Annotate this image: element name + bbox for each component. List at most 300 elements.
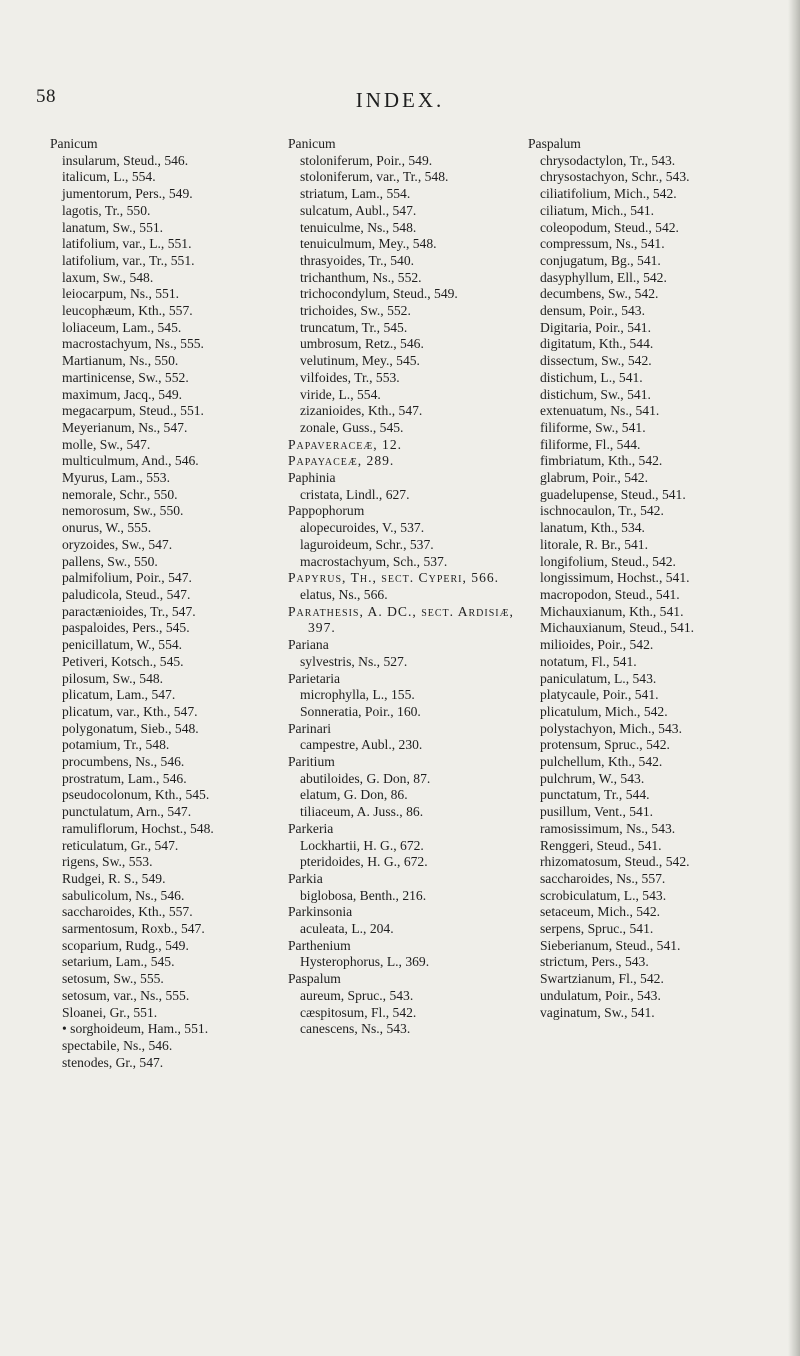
index-entry (528, 253, 768, 270)
index-entry (50, 1021, 286, 1038)
entry-text: latifolium, var., L., 551. (62, 236, 192, 252)
index-entry (50, 153, 286, 170)
entry-text: tenuiculme, Ns., 548. (300, 219, 417, 235)
entry-text: zonale, Guss., 545. (300, 419, 404, 435)
entry-text: Parathesis, A. DC., sect. Ardisiæ, 397. (288, 603, 514, 636)
index-entry (528, 270, 768, 287)
index-entry (288, 153, 524, 170)
index-entry (528, 871, 768, 888)
entry-text: biglobosa, Benth., 216. (300, 887, 427, 903)
index-entry (50, 804, 286, 821)
entry-text: martinicense, Sw., 552. (62, 369, 189, 385)
index-entry (528, 220, 768, 237)
entry-text: sulcatum, Aubl., 547. (300, 202, 417, 218)
index-entry (528, 604, 768, 621)
index-entry (50, 938, 286, 955)
index-entry (528, 587, 768, 604)
entry-text: sarmentosum, Roxb., 547. (62, 921, 205, 937)
index-entry (528, 370, 768, 387)
index-entry (288, 587, 524, 604)
genus-heading (528, 136, 768, 153)
index-entry (528, 921, 768, 938)
entry-text: molle, Sw., 547. (62, 436, 151, 452)
index-entry (528, 904, 768, 921)
index-entry (50, 737, 286, 754)
entry-text: Papaveraceæ, 12. (288, 436, 403, 452)
entry-text: leucophæum, Kth., 557. (62, 303, 193, 319)
entry-text: loliaceum, Lam., 545. (62, 319, 182, 335)
entry-text: Paritium (288, 754, 335, 770)
index-entry (50, 270, 286, 287)
entry-text: fimbriatum, Kth., 542. (540, 453, 663, 469)
index-entry (528, 470, 768, 487)
index-column-3 (528, 136, 768, 1021)
index-entry (288, 403, 524, 420)
entry-text: latifolium, var., Tr., 551. (62, 252, 195, 268)
entry-text: Panicum (50, 136, 98, 151)
entry-text: trichanthum, Ns., 552. (300, 269, 422, 285)
index-entry (288, 854, 524, 871)
entry-text: • sorghoideum, Ham., 551. (62, 1021, 209, 1037)
entry-text: ramosissimum, Ns., 543. (540, 820, 676, 836)
index-entry (288, 253, 524, 270)
entry-text: longissimum, Hochst., 541. (540, 570, 690, 586)
entry-text: pulchellum, Kth., 542. (540, 754, 663, 770)
entry-text: leiocarpum, Ns., 551. (62, 286, 180, 302)
entry-text: pteridoides, H. G., 672. (300, 854, 428, 870)
index-entry (288, 554, 524, 571)
entry-text: setarium, Lam., 545. (62, 954, 175, 970)
index-entry (288, 169, 524, 186)
entry-text: Michauxianum, Steud., 541. (540, 620, 695, 636)
index-entry (50, 637, 286, 654)
entry-text: reticulatum, Gr., 547. (62, 837, 179, 853)
index-entry (288, 370, 524, 387)
entry-text: conjugatum, Bg., 541. (540, 252, 661, 268)
entry-text: abutiloides, G. Don, 87. (300, 770, 431, 786)
entry-text: pilosum, Sw., 548. (62, 670, 164, 686)
entry-text: Renggeri, Steud., 541. (540, 837, 662, 853)
index-entry (288, 286, 524, 303)
entry-text: saccharoides, Ns., 557. (540, 870, 666, 886)
genus-heading (288, 721, 524, 738)
index-entry (288, 604, 524, 637)
entry-text: Swartzianum, Fl., 542. (540, 971, 664, 987)
entry-text: spectabile, Ns., 546. (62, 1037, 173, 1053)
entry-text: polygonatum, Sieb., 548. (62, 720, 199, 736)
entry-text: thrasyoides, Tr., 540. (300, 252, 415, 268)
genus-heading (288, 871, 524, 888)
index-entry (528, 186, 768, 203)
index-entry (50, 721, 286, 738)
index-entry (528, 503, 768, 520)
entry-text: glabrum, Poir., 542. (540, 470, 648, 486)
entry-text: elatum, G. Don, 86. (300, 787, 408, 803)
entry-text: paractænioides, Tr., 547. (62, 603, 196, 619)
index-entry (528, 637, 768, 654)
entry-text: undulatum, Poir., 543. (540, 987, 661, 1003)
index-entry (528, 520, 768, 537)
entry-text: procumbens, Ns., 546. (62, 754, 185, 770)
index-entry (50, 704, 286, 721)
genus-heading (288, 938, 524, 955)
index-entry (50, 854, 286, 871)
entry-text: aureum, Spruc., 543. (300, 987, 414, 1003)
entry-text: chrysostachyon, Schr., 543. (540, 169, 690, 185)
entry-text: setosum, var., Ns., 555. (62, 987, 190, 1003)
index-entry (528, 971, 768, 988)
entry-text: platycaule, Poir., 541. (540, 687, 659, 703)
index-entry (528, 804, 768, 821)
index-entry (528, 1005, 768, 1022)
index-entry (288, 787, 524, 804)
entry-text: pallens, Sw., 550. (62, 553, 158, 569)
index-entry (528, 687, 768, 704)
index-entry (50, 921, 286, 938)
entry-text: trichoides, Sw., 552. (300, 303, 411, 319)
genus-heading (50, 136, 286, 153)
index-entry (288, 921, 524, 938)
entry-text: chrysodactylon, Tr., 543. (540, 152, 676, 168)
entry-text: compressum, Ns., 541. (540, 236, 665, 252)
entry-text: laxum, Sw., 548. (62, 269, 154, 285)
entry-text: tenuiculmum, Mey., 548. (300, 236, 437, 252)
index-entry (288, 570, 524, 587)
index-entry (50, 787, 286, 804)
index-entry (528, 787, 768, 804)
entry-text: decumbens, Sw., 542. (540, 286, 659, 302)
index-entry (528, 954, 768, 971)
entry-text: viride, L., 554. (300, 386, 381, 402)
entry-text: Sloanei, Gr., 551. (62, 1004, 158, 1020)
entry-text: potamium, Tr., 548. (62, 737, 170, 753)
entry-text: multiculmum, And., 546. (62, 453, 199, 469)
entry-text: filiforme, Sw., 541. (540, 419, 646, 435)
genus-heading (288, 136, 524, 153)
index-entry (288, 453, 524, 470)
index-entry (50, 336, 286, 353)
entry-text: truncatum, Tr., 545. (300, 319, 408, 335)
entry-text: lagotis, Tr., 550. (62, 202, 151, 218)
index-entry (50, 303, 286, 320)
entry-text: paspaloides, Pers., 545. (62, 620, 190, 636)
entry-text: nemorosum, Sw., 550. (62, 503, 184, 519)
entry-text: guadelupense, Steud., 541. (540, 486, 686, 502)
entry-text: aculeata, L., 204. (300, 921, 394, 937)
genus-heading (288, 821, 524, 838)
entry-text: scrobiculatum, L., 543. (540, 887, 667, 903)
index-entry (50, 671, 286, 688)
index-entry (288, 270, 524, 287)
index-entry (288, 687, 524, 704)
entry-text: pseudocolonum, Kth., 545. (62, 787, 210, 803)
index-entry (50, 604, 286, 621)
entry-text: Panicum (288, 136, 336, 151)
index-entry (528, 453, 768, 470)
index-entry (528, 704, 768, 721)
index-entry (288, 804, 524, 821)
genus-heading (288, 971, 524, 988)
entry-text: strictum, Pers., 543. (540, 954, 649, 970)
entry-text: sylvestris, Ns., 527. (300, 653, 408, 669)
index-entry (528, 537, 768, 554)
entry-text: zizanioides, Kth., 547. (300, 403, 423, 419)
page-edge-shadow (788, 0, 800, 1356)
index-entry (528, 888, 768, 905)
index-entry (528, 721, 768, 738)
entry-text: Parinari (288, 720, 332, 736)
genus-heading (288, 503, 524, 520)
entry-text: Sonneratia, Poir., 160. (300, 703, 421, 719)
index-entry (528, 854, 768, 871)
index-entry (50, 186, 286, 203)
entry-text: Petiveri, Kotsch., 545. (62, 653, 184, 669)
index-entry (528, 203, 768, 220)
index-entry (50, 1038, 286, 1055)
index-entry (50, 570, 286, 587)
genus-heading (288, 904, 524, 921)
index-entry (528, 771, 768, 788)
index-entry (50, 587, 286, 604)
index-entry (50, 370, 286, 387)
entry-text: Parthenium (288, 937, 351, 953)
index-entry (288, 353, 524, 370)
index-entry (50, 387, 286, 404)
entry-text: setaceum, Mich., 542. (540, 904, 661, 920)
entry-text: palmifolium, Poir., 547. (62, 570, 192, 586)
entry-text: plicatulum, Mich., 542. (540, 703, 668, 719)
entry-text: densum, Poir., 543. (540, 303, 645, 319)
entry-text: plicatum, Lam., 547. (62, 687, 176, 703)
entry-text: Paspalum (288, 971, 341, 987)
entry-text: Paphinia (288, 470, 336, 486)
entry-text: macrostachyum, Ns., 555. (62, 336, 204, 352)
entry-text: Parkia (288, 870, 323, 886)
index-column-1 (50, 136, 286, 1071)
entry-text: scoparium, Rudg., 549. (62, 937, 189, 953)
entry-text: macrostachyum, Sch., 537. (300, 553, 448, 569)
index-entry (50, 353, 286, 370)
index-entry (528, 286, 768, 303)
entry-text: vilfoides, Tr., 553. (300, 369, 400, 385)
index-entry (528, 754, 768, 771)
entry-text: ramuliflorum, Hochst., 548. (62, 820, 214, 836)
entry-text: nemorale, Schr., 550. (62, 486, 178, 502)
entry-text: coleopodum, Steud., 542. (540, 219, 679, 235)
index-entry (50, 487, 286, 504)
index-entry (50, 470, 286, 487)
entry-text: protensum, Spruc., 542. (540, 737, 670, 753)
index-entry (528, 353, 768, 370)
entry-text: cæspitosum, Fl., 542. (300, 1004, 417, 1020)
entry-text: Paspalum (528, 136, 581, 151)
entry-text: vaginatum, Sw., 541. (540, 1004, 655, 1020)
index-entry (528, 387, 768, 404)
index-entry (50, 503, 286, 520)
genus-heading (288, 470, 524, 487)
entry-text: macropodon, Steud., 541. (540, 586, 680, 602)
entry-text: Parkeria (288, 820, 334, 836)
index-entry (528, 988, 768, 1005)
entry-text: tiliaceum, A. Juss., 86. (300, 804, 424, 820)
index-entry (288, 537, 524, 554)
index-entry (288, 487, 524, 504)
index-entry (528, 620, 768, 637)
index-entry (528, 303, 768, 320)
index-entry (50, 453, 286, 470)
entry-text: Lockhartii, H. G., 672. (300, 837, 424, 853)
index-entry (50, 771, 286, 788)
entry-text: Pappophorum (288, 503, 365, 519)
entry-text: plicatum, var., Kth., 547. (62, 703, 198, 719)
entry-text: rigens, Sw., 553. (62, 854, 153, 870)
entry-text: punctulatum, Arn., 547. (62, 804, 192, 820)
index-entry (50, 838, 286, 855)
index-entry (528, 420, 768, 437)
entry-text: notatum, Fl., 541. (540, 653, 637, 669)
index-entry (50, 520, 286, 537)
entry-text: Parietaria (288, 670, 341, 686)
index-entry (288, 420, 524, 437)
index-entry (50, 1055, 286, 1072)
entry-text: italicum, L., 554. (62, 169, 156, 185)
index-entry (288, 988, 524, 1005)
entry-text: umbrosum, Retz., 546. (300, 336, 424, 352)
entry-text: distichum, L., 541. (540, 369, 643, 385)
entry-text: pusillum, Vent., 541. (540, 804, 654, 820)
index-entry (50, 203, 286, 220)
entry-text: striatum, Lam., 554. (300, 186, 411, 202)
entry-text: insularum, Steud., 546. (62, 152, 189, 168)
entry-text: campestre, Aubl., 230. (300, 737, 423, 753)
entry-text: longifolium, Steud., 542. (540, 553, 676, 569)
entry-text: saccharoides, Kth., 557. (62, 904, 193, 920)
index-entry (528, 554, 768, 571)
entry-text: Papyrus, Th., sect. Cyperi, 566. (288, 570, 500, 586)
entry-text: alopecuroides, V., 537. (300, 520, 425, 536)
index-entry (528, 169, 768, 186)
index-entry (288, 320, 524, 337)
entry-text: jumentorum, Pers., 549. (62, 186, 193, 202)
index-entry (288, 771, 524, 788)
index-entry (50, 437, 286, 454)
page-title: INDEX. (355, 88, 445, 112)
index-entry (50, 236, 286, 253)
index-entry (528, 570, 768, 587)
index-entry (50, 888, 286, 905)
index-entry (50, 220, 286, 237)
index-entry (50, 654, 286, 671)
entry-text: lanatum, Sw., 551. (62, 219, 164, 235)
entry-text: paniculatum, L., 543. (540, 670, 657, 686)
entry-text: stoloniferum, var., Tr., 548. (300, 169, 449, 185)
entry-text: paludicola, Steud., 547. (62, 586, 191, 602)
index-entry (50, 620, 286, 637)
index-entry (50, 286, 286, 303)
index-entry (288, 220, 524, 237)
entry-text: elatus, Ns., 566. (300, 586, 388, 602)
index-entry (288, 737, 524, 754)
index-entry (528, 320, 768, 337)
index-entry (288, 1005, 524, 1022)
entry-text: cristata, Lindl., 627. (300, 486, 410, 502)
entry-text: dissectum, Sw., 542. (540, 353, 652, 369)
entry-text: serpens, Spruc., 541. (540, 921, 654, 937)
index-entry (288, 1021, 524, 1038)
index-entry (528, 153, 768, 170)
entry-text: milioides, Poir., 542. (540, 637, 654, 653)
entry-text: stoloniferum, Poir., 549. (300, 152, 433, 168)
index-entry (50, 403, 286, 420)
index-column-2 (288, 136, 524, 1038)
index-entry (50, 821, 286, 838)
entry-text: laguroideum, Schr., 537. (300, 536, 434, 552)
entry-text: onurus, W., 555. (62, 520, 152, 536)
index-entry (50, 971, 286, 988)
entry-text: rhizomatosum, Steud., 542. (540, 854, 690, 870)
entry-text: Martianum, Ns., 550. (62, 353, 179, 369)
entry-text: Pariana (288, 637, 329, 653)
entry-text: trichocondylum, Steud., 549. (300, 286, 458, 302)
entry-text: punctatum, Tr., 544. (540, 787, 650, 803)
entry-text: stenodes, Gr., 547. (62, 1054, 164, 1070)
index-entry (288, 704, 524, 721)
genus-heading (288, 637, 524, 654)
entry-text: ciliatifolium, Mich., 542. (540, 186, 677, 202)
index-entry (528, 821, 768, 838)
index-entry (528, 236, 768, 253)
index-entry (288, 654, 524, 671)
index-entry (288, 303, 524, 320)
entry-text: microphylla, L., 155. (300, 687, 415, 703)
entry-text: dasyphyllum, Ell., 542. (540, 269, 667, 285)
index-entry (528, 671, 768, 688)
index-entry (50, 554, 286, 571)
index-entry (50, 169, 286, 186)
entry-text: Papayaceæ, 289. (288, 453, 395, 469)
entry-text: canescens, Ns., 543. (300, 1021, 411, 1037)
index-entry (50, 871, 286, 888)
entry-text: pulchrum, W., 543. (540, 770, 645, 786)
index-entry (50, 988, 286, 1005)
index-entry (50, 253, 286, 270)
index-entry (288, 336, 524, 353)
entry-text: oryzoides, Sw., 547. (62, 536, 173, 552)
index-entry (50, 954, 286, 971)
index-entry (528, 403, 768, 420)
index-entry (50, 1005, 286, 1022)
entry-text: digitatum, Kth., 544. (540, 336, 654, 352)
entry-text: polystachyon, Mich., 543. (540, 720, 682, 736)
entry-text: extenuatum, Ns., 541. (540, 403, 660, 419)
index-entry (50, 904, 286, 921)
index-entry (50, 420, 286, 437)
entry-text: Rudgei, R. S., 549. (62, 870, 166, 886)
index-entry (50, 687, 286, 704)
index-entry (528, 737, 768, 754)
index-entry (288, 520, 524, 537)
index-entry (288, 888, 524, 905)
entry-text: setosum, Sw., 555. (62, 971, 164, 987)
index-entry (528, 487, 768, 504)
entry-text: velutinum, Mey., 545. (300, 353, 420, 369)
index-entry (528, 437, 768, 454)
entry-text: Michauxianum, Kth., 541. (540, 603, 684, 619)
index-entry (528, 938, 768, 955)
entry-text: maximum, Jacq., 549. (62, 386, 183, 402)
entry-text: Digitaria, Poir., 541. (540, 319, 652, 335)
entry-text: litorale, R. Br., 541. (540, 536, 648, 552)
